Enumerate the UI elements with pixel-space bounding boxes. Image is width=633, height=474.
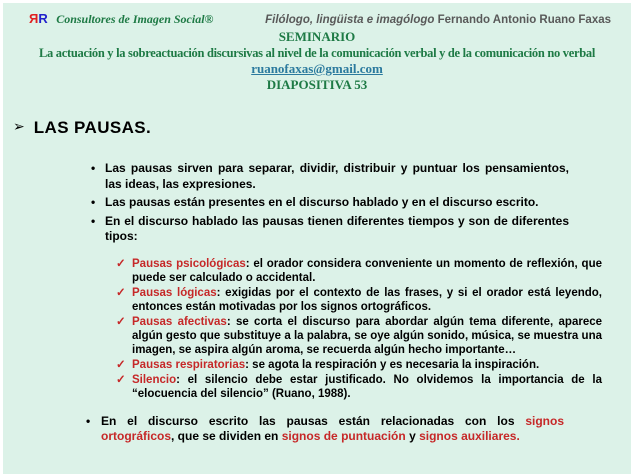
author-credit [265,14,611,26]
bullet-text-segment: signos auxiliares [419,429,517,443]
pause-type-description: : se corta el discurso para abordar algún tema diferente, aparece algún gesto que substituye a la palabra, se oye algún sonido, música, se muestra una imagen, se aspira algún aroma, se recuerda algún hecho importante… [132,315,603,356]
header-top-row [3,10,631,28]
bullet-item [91,161,569,192]
bullet-dot-icon: • [91,195,96,209]
pause-type-item [116,315,602,357]
company-logo [29,11,48,26]
brand-name: Consultores de Imagen Social® [56,12,214,26]
check-icon: ✓ [116,257,126,270]
pause-types-list [116,257,602,401]
pause-type-description: : el silencio debe estar justificado. No olvidemos la importancia de la “elocuencia del silencio” (Ruano, 1988). [132,373,602,400]
pause-type-item [116,257,602,285]
pause-type-name: Pausas psicológicas [132,257,246,270]
bullet-text-segment: . [516,429,520,443]
bullet-text-segment: signos de puntuación [281,429,406,443]
check-icon: ✓ [116,315,126,328]
email-link[interactable]: ruanofaxas@gmail.com [251,61,383,76]
page-title [13,118,631,138]
page-title-text: LAS PAUSAS. [33,118,152,137]
pause-type-item [116,373,602,401]
pause-type-item [116,358,602,372]
pause-type-name: Pausas respiratorias [132,358,246,371]
main-bullet-list [91,161,569,245]
bullet-dot-icon: • [91,161,96,175]
bullet-text: En el discurso hablado las pausas tienen diferentes tiempos y son de diferentes tipos: [105,213,569,243]
bullet-dot-icon: • [91,213,96,228]
pause-type-name: Pausas lógicas [132,286,217,299]
bullet-item [91,214,569,245]
pause-type-name: Pausas afectivas [132,315,227,328]
seminar-title: La actuación y la sobreactuación discursivas al nivel de la comunicación verbal y de la comunicación no verbal [38,46,595,60]
bullet-dot-icon: • [86,413,91,428]
brand-block [29,10,214,28]
bullet-text-segment: signos ortográficos [101,413,564,443]
slide-header [3,3,631,93]
bullet-text-segment: y [405,429,420,443]
check-icon: ✓ [116,286,126,299]
check-icon: ✓ [116,373,126,386]
bullet-text: Las pausas están presentes en el discurso hablado y en el discurso escrito. [105,195,539,209]
bullet-text-segment: En el discurso escrito las pausas están relacionadas con los [101,413,526,428]
arrow-bullet-icon: ➢ [13,118,25,134]
author-credit-name: Fernando Antonio Ruano Faxas [437,14,611,26]
pause-type-description: : se agota la respiración y es necesaria la inspiración. [245,358,540,371]
pause-type-description: : el orador considera conveniente un momento de reflexión, que puede ser calculado o accidental. [132,257,602,284]
check-icon: ✓ [116,358,126,371]
email-line [3,61,631,77]
logo-letter-r: R [38,11,48,26]
final-bullet-list [86,414,564,445]
pause-type-item [116,286,602,314]
author-credit-titles: Filólogo, lingüista e imagólogo [265,14,438,26]
bullet-text-segment: , que se dividen en [171,429,282,443]
bullet-text: Las pausas sirven para separar, dividir, distribuir y puntuar los pensamientos, las ideas, las expresiones. [105,161,569,191]
seminar-label: SEMINARIO [278,29,356,44]
pause-type-name: Silencio [132,373,177,386]
pause-type-description: : exigidas por el contexto de las frases, y si el orador está leyendo, entonces están motivadas por los signos ortográficos. [132,286,602,313]
logo-letter-ya: Я [29,11,39,26]
bullet-item [86,414,564,445]
bullet-item [91,195,569,211]
slide-number-label: DIAPOSITIVA 53 [266,77,368,92]
